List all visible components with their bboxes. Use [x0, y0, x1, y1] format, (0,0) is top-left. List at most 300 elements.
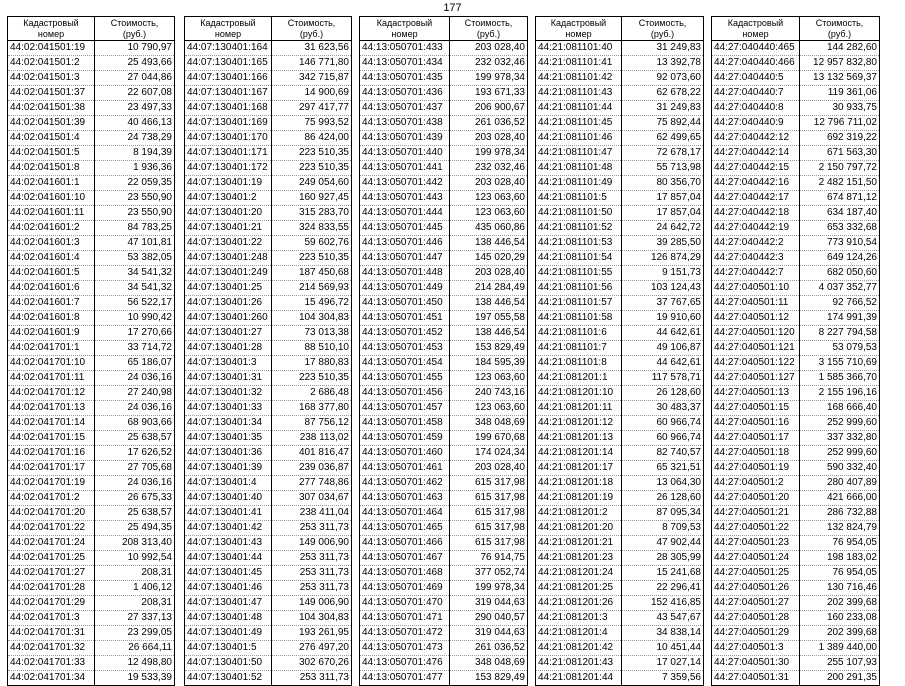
cadastral-number-cell: 44:02:041701:29 [8, 596, 95, 611]
table-row [536, 296, 704, 311]
cost-cell: 2 155 196,16 [800, 386, 880, 401]
cadastral-number-cell: 44:27:040442:18 [712, 206, 800, 221]
cost-cell: 280 407,89 [800, 476, 880, 491]
cost-cell: 62 678,22 [622, 86, 704, 101]
cadastral-number-cell: 44:07:130401:248 [185, 251, 272, 266]
cadastral-number-cell: 44:02:041501:3 [8, 71, 95, 86]
table-row [536, 131, 704, 146]
cost-cell: 649 124,26 [800, 251, 880, 266]
cost-cell: 22 296,41 [622, 581, 704, 596]
cadastral-number-cell: 44:27:040442:3 [712, 251, 800, 266]
cadastral-number-cell: 44:27:040501:122 [712, 356, 800, 371]
cadastral-number-cell: 44:07:130401:52 [185, 671, 272, 686]
cost-cell: 26 664,11 [95, 641, 175, 656]
cadastral-number-cell: 44:02:041501:8 [8, 161, 95, 176]
cost-cell: 123 063,60 [450, 191, 528, 206]
cadastral-number-cell: 44:02:041601:11 [8, 206, 95, 221]
table-row [360, 506, 528, 521]
table-row [8, 416, 175, 431]
cost-cell: 615 317,98 [450, 536, 528, 551]
table-row [360, 221, 528, 236]
table-row [360, 626, 528, 641]
cadastral-number-cell: 44:02:041601:3 [8, 236, 95, 251]
table-row [360, 596, 528, 611]
cadastral-number-cell: 44:27:040501:29 [712, 626, 800, 641]
cadastral-number-cell: 44:27:040501:2 [712, 476, 800, 491]
table-row [8, 326, 175, 341]
table-row [360, 86, 528, 101]
cadastral-number-cell: 44:02:041501:5 [8, 146, 95, 161]
table-row [712, 56, 880, 71]
cost-cell: 104 304,83 [272, 311, 352, 326]
cadastral-number-cell: 44:02:041701:19 [8, 476, 95, 491]
cost-cell: 223 510,35 [272, 251, 352, 266]
table-row [360, 191, 528, 206]
cadastral-number-cell: 44:02:041501:2 [8, 56, 95, 71]
table-row [185, 341, 352, 356]
cadastral-number-cell: 44:13:050701:464 [360, 506, 450, 521]
table-row [536, 491, 704, 506]
table-row [536, 251, 704, 266]
table-row [712, 656, 880, 671]
table-row [360, 206, 528, 221]
cadastral-number-cell: 44:13:050701:466 [360, 536, 450, 551]
cadastral-number-cell: 44:27:040442:17 [712, 191, 800, 206]
cost-cell: 12 796 711,02 [800, 116, 880, 131]
header-cost: Стоимость, (руб.) [272, 17, 352, 41]
table-row [8, 356, 175, 371]
cadastral-number-cell: 44:13:050701:458 [360, 416, 450, 431]
cost-cell: 92 766,52 [800, 296, 880, 311]
table-row [712, 236, 880, 251]
table-row [360, 551, 528, 566]
table-row [536, 401, 704, 416]
cadastral-number-cell: 44:21:081101:41 [536, 56, 622, 71]
cost-cell: 290 040,57 [450, 611, 528, 626]
cost-cell: 138 446,54 [450, 296, 528, 311]
cadastral-number-cell: 44:13:050701:443 [360, 191, 450, 206]
table-row [712, 161, 880, 176]
cost-cell: 240 743,16 [450, 386, 528, 401]
cost-cell: 25 638,57 [95, 506, 175, 521]
cost-cell: 174 024,34 [450, 446, 528, 461]
cadastral-number-cell: 44:02:041701:16 [8, 446, 95, 461]
table-row [712, 41, 880, 56]
cost-cell: 23 550,90 [95, 191, 175, 206]
cadastral-number-cell: 44:21:081101:40 [536, 41, 622, 56]
cadastral-number-cell: 44:02:041701:12 [8, 386, 95, 401]
cost-cell: 319 044,63 [450, 596, 528, 611]
cost-cell: 22 607,08 [95, 86, 175, 101]
cost-cell: 199 978,34 [450, 71, 528, 86]
cost-cell: 615 317,98 [450, 521, 528, 536]
cost-cell: 193 671,33 [450, 86, 528, 101]
table-row [360, 371, 528, 386]
cadastral-number-cell: 44:13:050701:452 [360, 326, 450, 341]
table-row [185, 671, 352, 686]
table-row [536, 56, 704, 71]
table-row [8, 206, 175, 221]
cadastral-number-cell: 44:02:041601:5 [8, 266, 95, 281]
cost-cell: 249 054,60 [272, 176, 352, 191]
cost-cell: 252 999,60 [800, 446, 880, 461]
table-row [8, 521, 175, 536]
cost-cell: 253 311,73 [272, 671, 352, 686]
table-row [185, 191, 352, 206]
cadastral-number-cell: 44:02:041701:34 [8, 671, 95, 686]
cadastral-number-cell: 44:13:050701:449 [360, 281, 450, 296]
cost-cell: 199 670,68 [450, 431, 528, 446]
table-row [360, 656, 528, 671]
cadastral-number-cell: 44:21:081101:54 [536, 251, 622, 266]
table-row [8, 221, 175, 236]
cost-cell: 43 547,67 [622, 611, 704, 626]
cadastral-number-cell: 44:02:041701:2 [8, 491, 95, 506]
cadastral-number-cell: 44:21:081201:13 [536, 431, 622, 446]
table-row [8, 146, 175, 161]
cadastral-number-cell: 44:21:081201:12 [536, 416, 622, 431]
table-row [8, 56, 175, 71]
cost-cell: 17 027,14 [622, 656, 704, 671]
cadastral-number-cell: 44:13:050701:436 [360, 86, 450, 101]
table-row [185, 626, 352, 641]
table-row [712, 326, 880, 341]
cost-table-2 [184, 16, 352, 686]
cadastral-number-cell: 44:21:081101:8 [536, 356, 622, 371]
cost-cell: 223 510,35 [272, 371, 352, 386]
cadastral-number-cell: 44:13:050701:455 [360, 371, 450, 386]
cost-cell: 160 233,08 [800, 611, 880, 626]
table-row [8, 86, 175, 101]
table-row [712, 581, 880, 596]
cost-cell: 8 709,53 [622, 521, 704, 536]
cadastral-number-cell: 44:27:040501:15 [712, 401, 800, 416]
cost-cell: 184 595,39 [450, 356, 528, 371]
cadastral-number-cell: 44:02:041701:3 [8, 611, 95, 626]
cadastral-number-cell: 44:13:050701:476 [360, 656, 450, 671]
table-row [360, 611, 528, 626]
cadastral-number-cell: 44:02:041501:19 [8, 41, 95, 56]
cost-cell: 119 361,06 [800, 86, 880, 101]
cadastral-number-cell: 44:21:081201:14 [536, 446, 622, 461]
table-row [536, 161, 704, 176]
table-row [185, 161, 352, 176]
cost-cell: 160 927,45 [272, 191, 352, 206]
header-cost: Стоимость, (руб.) [450, 17, 528, 41]
table-row [360, 416, 528, 431]
table-row [536, 506, 704, 521]
cost-cell: 47 902,44 [622, 536, 704, 551]
cadastral-number-cell: 44:02:041701:32 [8, 641, 95, 656]
cost-cell: 200 291,35 [800, 671, 880, 686]
table-row [185, 656, 352, 671]
cadastral-number-cell: 44:13:050701:471 [360, 611, 450, 626]
cadastral-number-cell: 44:02:041601:9 [8, 326, 95, 341]
cost-cell: 615 317,98 [450, 491, 528, 506]
cadastral-number-cell: 44:21:081101:56 [536, 281, 622, 296]
table-row [712, 371, 880, 386]
cadastral-number-cell: 44:13:050701:459 [360, 431, 450, 446]
cost-cell: 337 332,80 [800, 431, 880, 446]
cadastral-number-cell: 44:21:081101:49 [536, 176, 622, 191]
cost-cell: 286 732,88 [800, 506, 880, 521]
cadastral-number-cell: 44:21:081101:52 [536, 221, 622, 236]
cadastral-number-cell: 44:21:081201:43 [536, 656, 622, 671]
cost-cell: 47 101,81 [95, 236, 175, 251]
cost-cell: 253 311,73 [272, 521, 352, 536]
table-row [185, 446, 352, 461]
cost-cell: 27 705,68 [95, 461, 175, 476]
table-row [536, 206, 704, 221]
table-row [185, 311, 352, 326]
cadastral-number-cell: 44:27:040440:7 [712, 86, 800, 101]
table-row [185, 566, 352, 581]
cost-cell: 40 466,13 [95, 116, 175, 131]
cadastral-number-cell: 44:07:130401:166 [185, 71, 272, 86]
cost-cell: 674 871,12 [800, 191, 880, 206]
table-row [8, 626, 175, 641]
table-row [185, 536, 352, 551]
cadastral-number-cell: 44:02:041701:10 [8, 356, 95, 371]
table-row [536, 236, 704, 251]
cost-cell: 153 829,49 [450, 671, 528, 686]
cadastral-number-cell: 44:13:050701:467 [360, 551, 450, 566]
cadastral-number-cell: 44:27:040501:18 [712, 446, 800, 461]
table-row [536, 371, 704, 386]
cadastral-number-cell: 44:27:040501:13 [712, 386, 800, 401]
table-row [712, 611, 880, 626]
table-row [360, 356, 528, 371]
cost-cell: 34 541,32 [95, 266, 175, 281]
cadastral-number-cell: 44:07:130401:43 [185, 536, 272, 551]
table-row [712, 281, 880, 296]
header-cost: Стоимость, (руб.) [95, 17, 175, 41]
table-row [360, 401, 528, 416]
table-row [185, 551, 352, 566]
cadastral-number-cell: 44:13:050701:462 [360, 476, 450, 491]
table-row [536, 341, 704, 356]
cadastral-number-cell: 44:27:040501:27 [712, 596, 800, 611]
cost-cell: 206 900,67 [450, 101, 528, 116]
cost-cell: 208,31 [95, 566, 175, 581]
cost-cell: 168 377,80 [272, 401, 352, 416]
cost-cell: 92 073,60 [622, 71, 704, 86]
table-row [536, 386, 704, 401]
cost-cell: 187 450,68 [272, 266, 352, 281]
cost-cell: 773 910,54 [800, 236, 880, 251]
cost-cell: 197 055,58 [450, 311, 528, 326]
cost-cell: 10 992,54 [95, 551, 175, 566]
cadastral-number-cell: 44:02:041701:24 [8, 536, 95, 551]
table-row [360, 41, 528, 56]
cadastral-number-cell: 44:02:041501:37 [8, 86, 95, 101]
cadastral-number-cell: 44:27:040501:11 [712, 296, 800, 311]
cost-cell: 31 249,83 [622, 41, 704, 56]
cadastral-number-cell: 44:27:040501:31 [712, 671, 800, 686]
table-row [536, 596, 704, 611]
table-row [360, 431, 528, 446]
cost-cell: 44 642,61 [622, 356, 704, 371]
cadastral-number-cell: 44:13:050701:457 [360, 401, 450, 416]
cost-cell: 26 128,60 [622, 491, 704, 506]
cadastral-number-cell: 44:13:050701:461 [360, 461, 450, 476]
cost-cell: 25 493,66 [95, 56, 175, 71]
cost-cell: 59 602,76 [272, 236, 352, 251]
table-row [712, 521, 880, 536]
cost-cell: 671 563,30 [800, 146, 880, 161]
table-row [185, 56, 352, 71]
table-row [360, 341, 528, 356]
cost-cell: 307 034,67 [272, 491, 352, 506]
table-row [360, 671, 528, 686]
table-row [712, 626, 880, 641]
cost-cell: 1 406,12 [95, 581, 175, 596]
cost-cell: 34 541,32 [95, 281, 175, 296]
cadastral-number-cell: 44:07:130401:48 [185, 611, 272, 626]
cadastral-number-cell: 44:21:081201:10 [536, 386, 622, 401]
table-row [185, 371, 352, 386]
cost-cell: 208 313,40 [95, 536, 175, 551]
cost-cell: 615 317,98 [450, 476, 528, 491]
cadastral-number-cell: 44:27:040440:8 [712, 101, 800, 116]
table-row [712, 116, 880, 131]
cadastral-number-cell: 44:07:130401:42 [185, 521, 272, 536]
table-row [536, 101, 704, 116]
table-row [8, 371, 175, 386]
cost-cell: 1 389 440,00 [800, 641, 880, 656]
cadastral-number-cell: 44:02:041601:6 [8, 281, 95, 296]
cadastral-number-cell: 44:21:081201:3 [536, 611, 622, 626]
cadastral-number-cell: 44:13:050701:460 [360, 446, 450, 461]
table-row [185, 401, 352, 416]
cost-cell: 239 036,87 [272, 461, 352, 476]
table-row [536, 146, 704, 161]
table-row [712, 191, 880, 206]
table-row [8, 401, 175, 416]
table-row [360, 161, 528, 176]
cost-cell: 117 578,71 [622, 371, 704, 386]
cost-cell: 223 510,35 [272, 161, 352, 176]
cost-cell: 255 107,93 [800, 656, 880, 671]
cost-cell: 297 417,77 [272, 101, 352, 116]
table-row [8, 236, 175, 251]
table-row [360, 176, 528, 191]
cost-cell: 26 128,60 [622, 386, 704, 401]
cost-cell: 144 282,60 [800, 41, 880, 56]
table-row [712, 671, 880, 686]
cadastral-number-cell: 44:07:130401:249 [185, 266, 272, 281]
cadastral-number-cell: 44:13:050701:470 [360, 596, 450, 611]
cost-cell: 2 482 151,50 [800, 176, 880, 191]
cadastral-number-cell: 44:02:041701:28 [8, 581, 95, 596]
cost-cell: 174 991,39 [800, 311, 880, 326]
cost-cell: 130 716,46 [800, 581, 880, 596]
cost-cell: 25 638,57 [95, 431, 175, 446]
cost-cell: 55 713,98 [622, 161, 704, 176]
cadastral-number-cell: 44:02:041601:2 [8, 221, 95, 236]
table-row [360, 251, 528, 266]
cadastral-number-cell: 44:13:050701:463 [360, 491, 450, 506]
cadastral-number-cell: 44:21:081201:21 [536, 536, 622, 551]
cost-cell: 24 738,29 [95, 131, 175, 146]
cadastral-number-cell: 44:07:130401:22 [185, 236, 272, 251]
header-cost: Стоимость, (руб.) [622, 17, 704, 41]
table-row [360, 236, 528, 251]
cost-cell: 24 036,16 [95, 371, 175, 386]
cadastral-number-cell: 44:02:041701:1 [8, 341, 95, 356]
cadastral-number-cell: 44:27:040440:466 [712, 56, 800, 71]
cost-cell: 87 756,12 [272, 416, 352, 431]
cadastral-number-cell: 44:02:041601:10 [8, 191, 95, 206]
table-row [185, 251, 352, 266]
cost-table-1 [7, 16, 175, 686]
cost-cell: 13 392,78 [622, 56, 704, 71]
cost-cell: 3 155 710,69 [800, 356, 880, 371]
cost-cell: 62 499,65 [622, 131, 704, 146]
cost-cell: 223 510,35 [272, 146, 352, 161]
table-row [712, 71, 880, 86]
cadastral-number-cell: 44:07:130401:169 [185, 116, 272, 131]
table-row [712, 566, 880, 581]
cadastral-number-cell: 44:21:081101:5 [536, 191, 622, 206]
cost-cell: 28 305,99 [622, 551, 704, 566]
cost-cell: 53 382,05 [95, 251, 175, 266]
cost-table-3 [359, 16, 528, 686]
cost-cell: 12 498,80 [95, 656, 175, 671]
cost-cell: 126 874,29 [622, 251, 704, 266]
table-row [712, 311, 880, 326]
cost-cell: 435 060,86 [450, 221, 528, 236]
cost-cell: 23 550,90 [95, 206, 175, 221]
cadastral-number-cell: 44:02:041701:22 [8, 521, 95, 536]
table-row [712, 401, 880, 416]
cost-cell: 7 359,56 [622, 671, 704, 686]
cadastral-number-cell: 44:07:130401:26 [185, 296, 272, 311]
table-row [185, 476, 352, 491]
cost-cell: 12 957 832,80 [800, 56, 880, 71]
header-cost: Стоимость, (руб.) [800, 17, 880, 41]
cost-cell: 692 319,22 [800, 131, 880, 146]
page-number: 177 [443, 2, 462, 14]
cadastral-number-cell: 44:02:041501:4 [8, 131, 95, 146]
cadastral-number-cell: 44:27:040501:120 [712, 326, 800, 341]
table-row [8, 656, 175, 671]
cost-cell: 72 678,17 [622, 146, 704, 161]
cost-cell: 202 399,68 [800, 626, 880, 641]
cadastral-number-cell: 44:21:081101:50 [536, 206, 622, 221]
cadastral-number-cell: 44:13:050701:450 [360, 296, 450, 311]
cost-cell: 19 910,60 [622, 311, 704, 326]
cost-cell: 24 036,16 [95, 476, 175, 491]
cadastral-number-cell: 44:21:081101:42 [536, 71, 622, 86]
cost-cell: 17 857,04 [622, 191, 704, 206]
cost-cell: 19 533,39 [95, 671, 175, 686]
table-row [536, 311, 704, 326]
cost-cell: 421 666,00 [800, 491, 880, 506]
cost-cell: 145 020,29 [450, 251, 528, 266]
table-row [8, 641, 175, 656]
table-row [185, 641, 352, 656]
cadastral-number-cell: 44:27:040440:465 [712, 41, 800, 56]
cadastral-number-cell: 44:07:130401:5 [185, 641, 272, 656]
cost-cell: 214 284,49 [450, 281, 528, 296]
cost-cell: 682 050,60 [800, 266, 880, 281]
table-row [8, 581, 175, 596]
cadastral-number-cell: 44:21:081201:19 [536, 491, 622, 506]
cost-cell: 238 411,04 [272, 506, 352, 521]
cost-cell: 17 626,52 [95, 446, 175, 461]
table-row [8, 296, 175, 311]
